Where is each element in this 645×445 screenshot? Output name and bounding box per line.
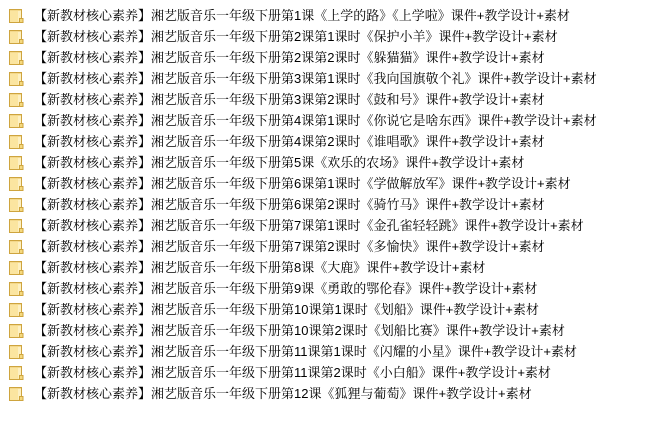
list-item-label: 【新教材核心素养】湘艺版音乐一年级下册第1课《上学的路》《上学啦》课件+教学设计+素材 (34, 8, 570, 23)
list-item[interactable] (0, 362, 645, 383)
folder-icon (9, 8, 24, 24)
folder-icon (9, 281, 24, 297)
list-item[interactable] (0, 215, 645, 236)
list-item-label: 【新教材核心素养】湘艺版音乐一年级下册第10课第1课时《划船》课件+教学设计+素材 (34, 302, 539, 317)
folder-icon (9, 218, 24, 234)
folder-icon (9, 260, 24, 276)
list-item[interactable] (0, 257, 645, 278)
folder-icon (9, 302, 24, 318)
folder-icon (9, 92, 24, 108)
list-item-label: 【新教材核心素养】湘艺版音乐一年级下册第11课第1课时《闪耀的小星》课件+教学设计+素材 (34, 344, 577, 359)
list-item-label: 【新教材核心素养】湘艺版音乐一年级下册第7课第1课时《金孔雀轻轻跳》课件+教学设计+素材 (34, 218, 584, 233)
list-item[interactable] (0, 89, 645, 110)
list-item[interactable] (0, 236, 645, 257)
folder-icon (9, 176, 24, 192)
list-item-label: 【新教材核心素养】湘艺版音乐一年级下册第12课《狐狸与葡萄》课件+教学设计+素材 (34, 386, 532, 401)
list-item[interactable] (0, 278, 645, 299)
folder-icon (9, 50, 24, 66)
list-item[interactable] (0, 383, 645, 404)
list-item[interactable] (0, 173, 645, 194)
list-item-label: 【新教材核心素养】湘艺版音乐一年级下册第4课第1课时《你说它是啥东西》课件+教学设计+素材 (34, 113, 597, 128)
list-item[interactable] (0, 131, 645, 152)
list-item[interactable] (0, 341, 645, 362)
list-item[interactable] (0, 194, 645, 215)
list-item[interactable] (0, 299, 645, 320)
list-item-label: 【新教材核心素养】湘艺版音乐一年级下册第6课第1课时《学做解放军》课件+教学设计+素材 (34, 176, 571, 191)
list-item-label: 【新教材核心素养】湘艺版音乐一年级下册第2课第2课时《躲猫猫》课件+教学设计+素材 (34, 50, 545, 65)
folder-icon (9, 386, 24, 402)
folder-icon (9, 113, 24, 129)
folder-icon (9, 365, 24, 381)
list-item-label: 【新教材核心素养】湘艺版音乐一年级下册第11课第2课时《小白船》课件+教学设计+素材 (34, 365, 551, 380)
folder-icon (9, 323, 24, 339)
list-item-label: 【新教材核心素养】湘艺版音乐一年级下册第6课第2课时《骑竹马》课件+教学设计+素材 (34, 197, 545, 212)
list-item-label: 【新教材核心素养】湘艺版音乐一年级下册第2课第1课时《保护小羊》课件+教学设计+素材 (34, 29, 558, 44)
folder-icon (9, 344, 24, 360)
list-item-label: 【新教材核心素养】湘艺版音乐一年级下册第7课第2课时《多愉快》课件+教学设计+素材 (34, 239, 545, 254)
list-item-label: 【新教材核心素养】湘艺版音乐一年级下册第3课第1课时《我向国旗敬个礼》课件+教学设计+素材 (34, 71, 597, 86)
list-item[interactable] (0, 320, 645, 341)
list-item[interactable] (0, 5, 645, 26)
list-item-label: 【新教材核心素养】湘艺版音乐一年级下册第10课第2课时《划船比赛》课件+教学设计+素材 (34, 323, 565, 338)
list-item-label: 【新教材核心素养】湘艺版音乐一年级下册第3课第2课时《鼓和号》课件+教学设计+素材 (34, 92, 545, 107)
list-item-label: 【新教材核心素养】湘艺版音乐一年级下册第5课《欢乐的农场》课件+教学设计+素材 (34, 155, 525, 170)
folder-icon (9, 239, 24, 255)
list-item[interactable] (0, 68, 645, 89)
folder-icon (9, 71, 24, 87)
list-item-label: 【新教材核心素养】湘艺版音乐一年级下册第9课《勇敢的鄂伦春》课件+教学设计+素材 (34, 281, 538, 296)
list-item-label: 【新教材核心素养】湘艺版音乐一年级下册第4课第2课时《谁唱歌》课件+教学设计+素材 (34, 134, 545, 149)
list-item[interactable] (0, 26, 645, 47)
folder-icon (9, 197, 24, 213)
list-item[interactable] (0, 47, 645, 68)
folder-icon (9, 155, 24, 171)
folder-icon (9, 134, 24, 150)
list-item-label: 【新教材核心素养】湘艺版音乐一年级下册第8课《大鹿》课件+教学设计+素材 (34, 260, 486, 275)
folder-icon (9, 29, 24, 45)
list-item[interactable] (0, 110, 645, 131)
list-item[interactable] (0, 152, 645, 173)
